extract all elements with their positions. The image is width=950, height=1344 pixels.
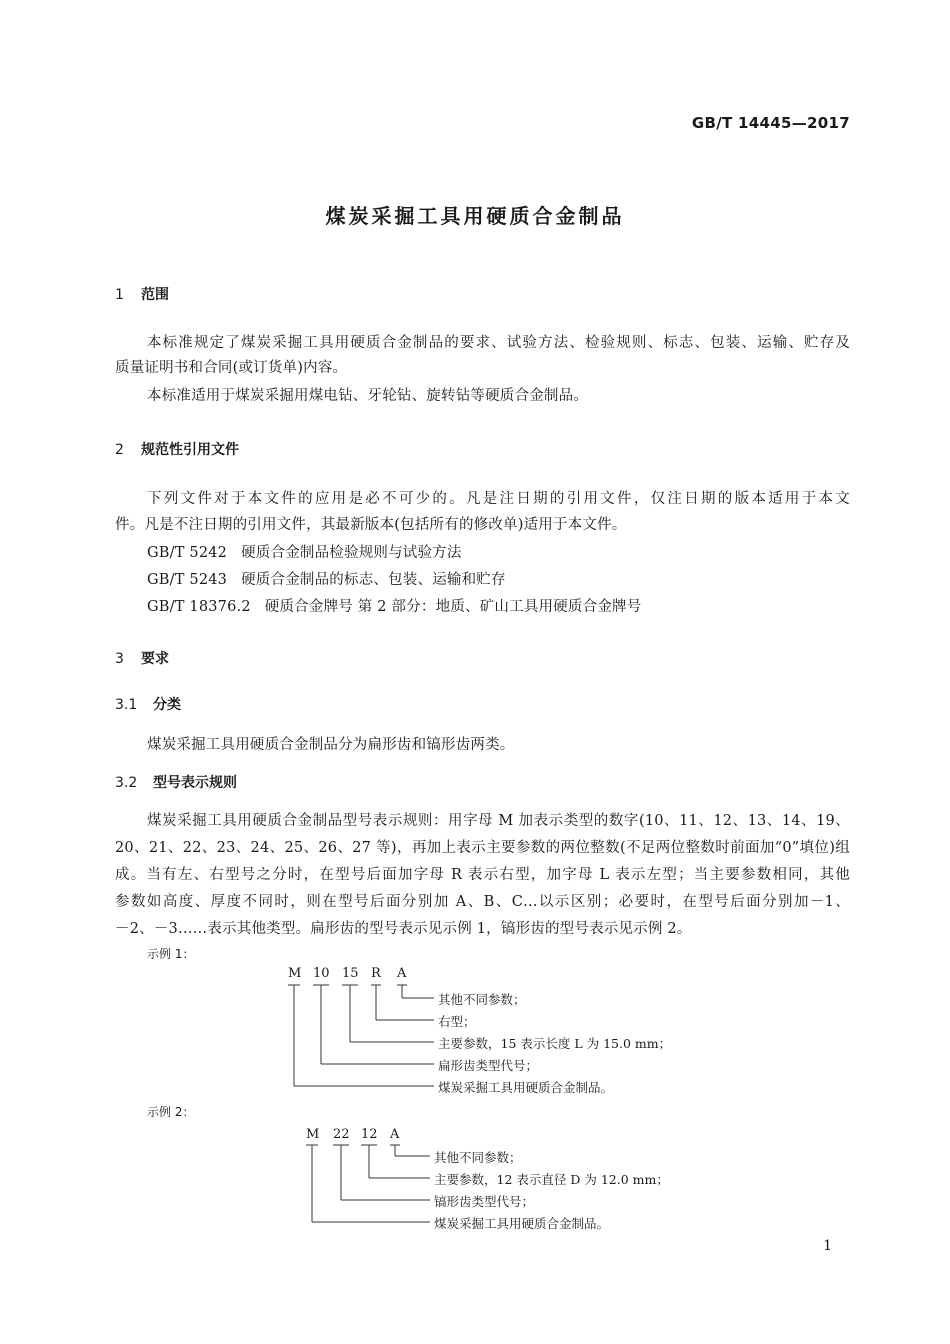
section-number: 3 <box>115 651 124 667</box>
section-title: 型号表示规则 <box>153 775 237 791</box>
paragraph-line: 件。凡是不注日期的引用文件，其最新版本(包括所有的修改单)适用于本文件。 <box>115 517 627 533</box>
paragraph-line: 质量证明书和合同(或订货单)内容。 <box>115 360 348 376</box>
model-token: R <box>371 966 381 981</box>
section-number: 3.1 <box>115 697 138 713</box>
annotation-label: 右型； <box>438 1014 476 1029</box>
paragraph: 煤炭采掘工具用硬质合金制品分为扁形齿和镐形齿两类。 <box>147 737 515 753</box>
paragraph-line: 本标准规定了煤炭采掘工具用硬质合金制品的要求、试验方法、检验规则、标志、包装、运输、贮存及 <box>147 335 850 351</box>
section-title: 分类 <box>153 697 181 713</box>
reference-title: 硬质合金牌号 第 2 部分：地质、矿山工具用硬质合金牌号 <box>264 599 642 615</box>
section-title: 范围 <box>141 287 169 303</box>
model-token: 15 <box>342 966 359 981</box>
paragraph-line: 成。当有左、右型号之分时，在型号后面加字母 R 表示右型，加字母 L 表示左型；当主要参数相同，其他 <box>115 867 850 883</box>
model-token: A <box>390 1127 400 1142</box>
paragraph-line: 参数如高度、厚度不同时，则在型号后面分别加 A、B、C…以示区别；必要时，在型号后面分别加－1、 <box>115 894 850 910</box>
page-number: 1 <box>823 1238 832 1254</box>
annotation-label: 其他不同参数； <box>434 1150 522 1165</box>
annotation-label: 煤炭采掘工具用硬质合金制品。 <box>438 1080 614 1095</box>
model-token: A <box>397 966 407 981</box>
reference-code: GB/T 5242 <box>147 545 228 561</box>
example-1-label: 示例 1： <box>147 947 195 961</box>
reference-code: GB/T 5243 <box>147 572 228 588</box>
annotation-label: 主要参数，15 表示长度 L 为 15.0 mm； <box>438 1036 672 1051</box>
standard-number: GB/T 14445—2017 <box>691 114 850 132</box>
model-token: 22 <box>333 1127 350 1142</box>
paragraph-line: －2、－3……表示其他类型。扁形齿的型号表示见示例 1，镐形齿的型号表示见示例 2。 <box>115 921 692 937</box>
paragraph-line: 煤炭采掘工具用硬质合金制品型号表示规则：用字母 M 加表示类型的数字(10、11、12、13、14、19、 <box>147 813 850 829</box>
annotation-label: 其他不同参数； <box>438 992 526 1007</box>
reference-title: 硬质合金制品的标志、包装、运输和贮存 <box>241 572 506 588</box>
section-title: 规范性引用文件 <box>141 442 239 458</box>
annotation-label: 煤炭采掘工具用硬质合金制品。 <box>434 1216 610 1231</box>
model-token: M <box>306 1127 320 1142</box>
reference-code: GB/T 18376.2 <box>147 599 251 615</box>
annotation-label: 主要参数，12 表示直径 D 为 12.0 mm； <box>434 1172 669 1187</box>
model-token: M <box>288 966 302 981</box>
paragraph: 本标准适用于煤炭采掘用煤电钻、牙轮钻、旋转钻等硬质合金制品。 <box>147 388 588 404</box>
section-number: 3.2 <box>115 775 138 791</box>
reference-title: 硬质合金制品检验规则与试验方法 <box>241 545 462 561</box>
paragraph-line: 下列文件对于本文件的应用是必不可少的。凡是注日期的引用文件，仅注日期的版本适用于本文 <box>147 491 850 507</box>
document-title: 煤炭采掘工具用硬质合金制品 <box>325 204 625 228</box>
section-number: 1 <box>115 287 124 303</box>
section-number: 2 <box>115 442 124 458</box>
model-token: 12 <box>361 1127 378 1142</box>
annotation-label: 扁形齿类型代号； <box>438 1058 539 1073</box>
model-token: 10 <box>313 966 330 981</box>
annotation-label: 镐形齿类型代号； <box>434 1194 535 1209</box>
paragraph-line: 20、21、22、23、24、25、26、27 等)，再加上表示主要参数的两位整数(不足两位整数时前面加“0”填位)组 <box>115 840 850 856</box>
example-2-label: 示例 2： <box>147 1105 195 1119</box>
section-title: 要求 <box>141 651 169 667</box>
